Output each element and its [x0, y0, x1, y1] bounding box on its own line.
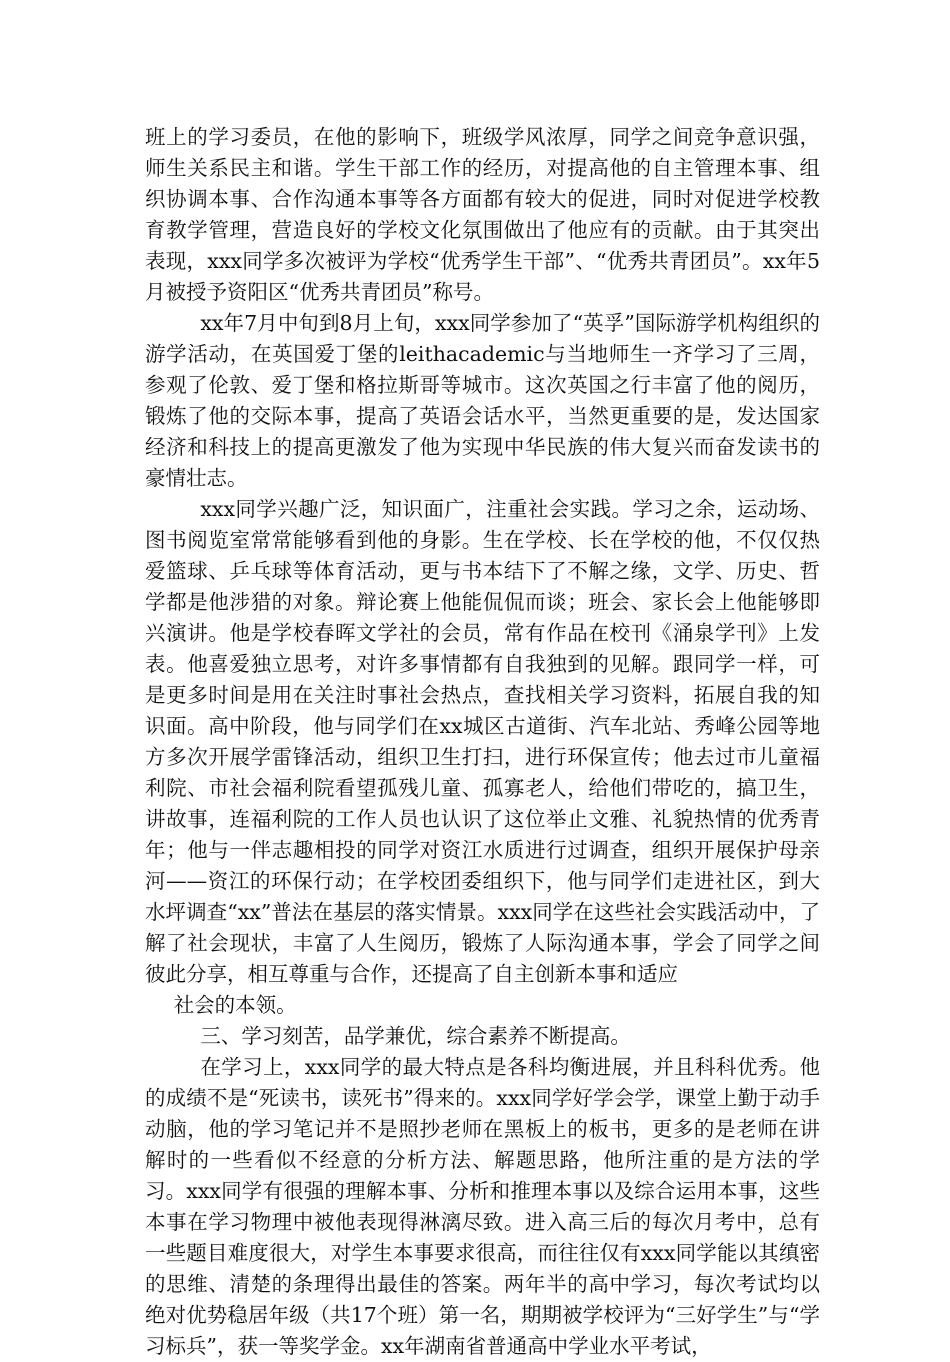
document-body [145, 122, 820, 1362]
paragraph-study-tour: xx年7月中旬到8月上旬，xxx同学参加了“英孚”国际游学机构组织的游学活动，在英国爱丁堡的leithacademic与当地师生一齐学习了三周，参观了伦敦、爱丁堡和格拉斯哥等城市。这次英国之行丰富了他的阅历，锻炼了他的交际本事，提高了英语会话水平，当然更重要的是，发达国家经济和科技上的提高更激发了他为实现中华民族的伟大复兴而奋发读书的豪情壮志。 [145, 311, 820, 490]
paragraph-student-leader: 班上的学习委员，在他的影响下，班级学风浓厚，同学之间竞争意识强，师生关系民主和谐。学生干部工作的经历，对提高他的自主管理本事、组织协调本事、合作沟通本事等各方面都有较大的促进，同时对促进学校教育教学管理，营造良好的学校文化氛围做出了他应有的贡献。由于其突出表现，xxx同学多次被评为学校“优秀学生干部”、“优秀共青团员”。xx年5月被授予资阳区“优秀共青团员”称号。 [145, 125, 820, 304]
paragraph-social-practice: xxx同学兴趣广泛，知识面广，注重社会实践。学习之余，运动场、图书阅览室常常能够看到他的身影。生在学校、长在学校的他，不仅仅热爱篮球、乒乓球等体育活动，更与书本结下了不解之缘，文学、历史、哲学都是他涉猎的对象。辩论赛上他能侃侃而谈；班会、家长会上他能够即兴演讲。他是学校春晖文学社的会员，常有作品在校刊《涌泉学刊》上发表。他喜爱独立思考，对许多事情都有自我独到的见解。跟同学一样，可是更多时间是用在关注时事社会热点，查找相关学习资料，拓展自我的知识面。高中阶段，他与同学们在xx城区古道街、汽车北站、秀峰公园等地方多次开展学雷锋活动，组织卫生打扫，进行环保宣传；他去过市儿童福利院、市社会福利院看望孤残儿童、孤寡老人，给他们带吃的，搞卫生，讲故事，连福利院的工作人员也认识了这位举止文雅、礼貌热情的优秀青年；他与一伴志趣相投的同学对资江水质进行过调查，组织开展保护母亲河——资江的环保行动；在学校团委组织下，他与同学们走进社区，到大水坪调查“xx”普法在基层的落实情景。xxx同学在这些社会实践活动中，了解了社会现状，丰富了人生阅历，锻炼了人际沟通本事，学会了同学之间彼此分享，相互尊重与合作，还提高了自主创新本事和适应 [145, 497, 820, 986]
section-heading-three: 三、学习刻苦，品学兼优，综合素养不断提高。 [200, 1024, 631, 1048]
paragraph-academic: 在学习上，xxx同学的最大特点是各科均衡进展，并且科科优秀。他的成绩不是“死读书，读死书”得来的。xxx同学好学会学，课堂上勤于动手动脑，他的学习笔记并不是照抄老师在黑板上的板书，更多的是老师在讲解时的一些看似不经意的分析方法、解题思路，他所注重的是方法的学习。xxx同学有很强的理解本事、分析和推理本事以及综合运用本事，这些本事在学习物理中被他表现得淋漓尽致。进入高三后的每次月考中，总有一些题目难度很大，对学生本事要求很高，而往往仅有xxx同学能以其缜密的思维、清楚的条理得出最佳的答案。两年半的高中学习，每次考试均以绝对优势稳居年级（共17个班）第一名，期期被学校评为“三好学生”与“学习标兵”，获一等奖学金。xx年湖南省普通高中学业水平考试， [145, 1055, 820, 1358]
paragraph-continuation: 社会的本领。 [173, 993, 297, 1017]
